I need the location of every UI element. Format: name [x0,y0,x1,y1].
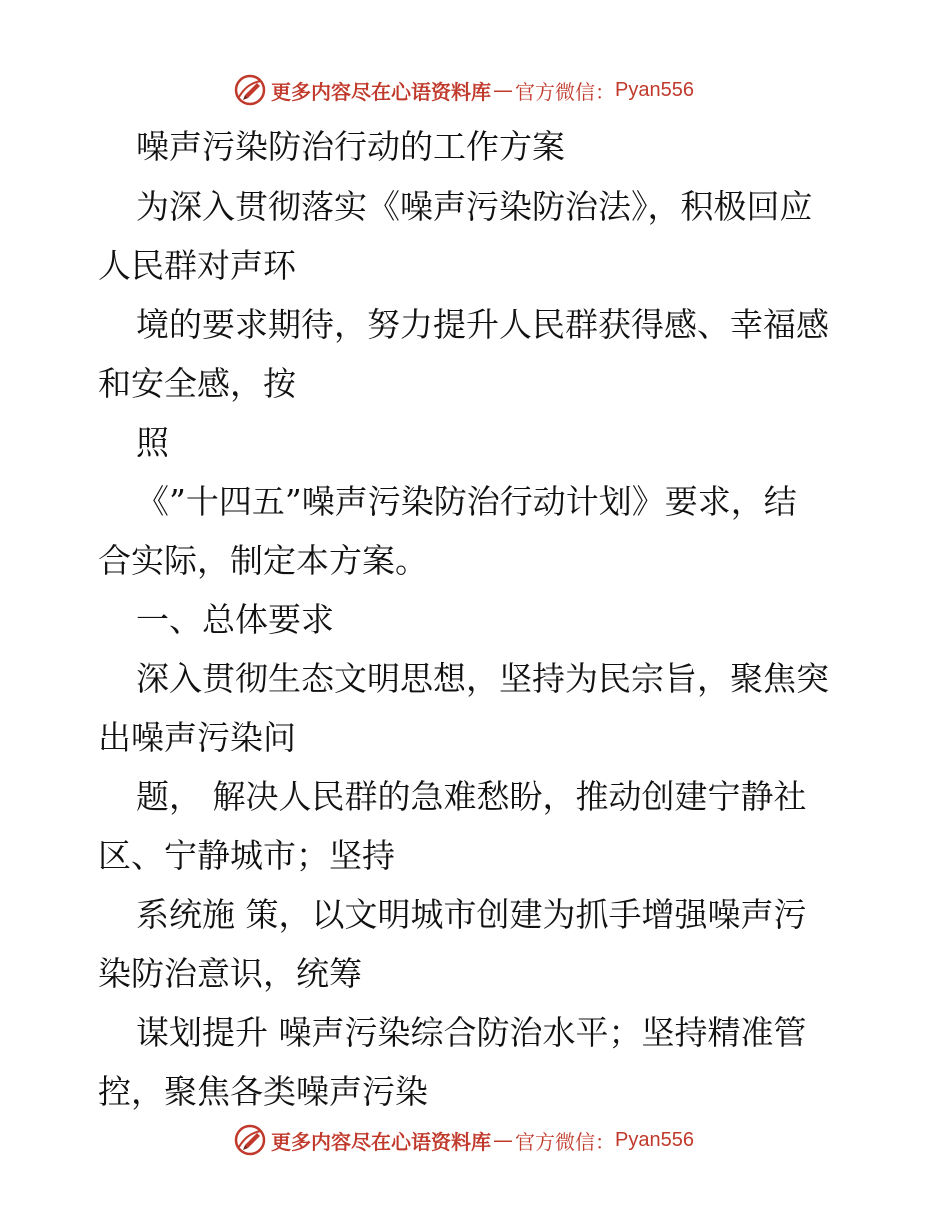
paragraph-line: 人民群对声环 [98,246,296,285]
paragraph-line: 题， 解决人民群的急难愁盼，推动创建宁静社 [136,777,807,816]
paragraph-line: 《”十四五”噪声污染防治行动计划》要求，结 [136,482,797,521]
banner-brand-text: 更多内容尽在心语资料库 [271,79,491,104]
banner-official-label: 官方微信： [515,79,615,104]
paragraph-line: 控，聚焦各类噪声污染 [98,1072,428,1111]
paragraph-line: 和安全感，按 [98,364,296,403]
pen-logo-icon [233,73,267,107]
paragraph-line: 出噪声污染问 [98,718,296,757]
paragraph-line: 照 [136,423,169,462]
paragraph-line: 染防治意识，统筹 [98,954,362,993]
section-heading: 一、总体要求 [136,600,334,639]
paragraph-line: 为深入贯彻落实《噪声污染防治法》，积极回应 [136,187,813,226]
paragraph-line: 深入贯彻生态文明思想，坚持为民宗旨，聚焦突 [136,659,829,698]
paragraph-line: 区、宁静城市；坚持 [98,836,395,875]
banner-dash: — [493,78,513,102]
pen-logo-icon [233,1123,267,1157]
banner-wechat-id: Pyan556 [615,1128,694,1151]
paragraph-line: 系统施 策，以文明城市创建为抓手增强噪声污 [136,895,807,934]
footer-banner [233,1122,713,1158]
paragraph-line: 境的要求期待，努力提升人民群获得感、幸福感 [136,305,829,344]
header-banner [233,72,713,108]
banner-official-label: 官方微信： [515,1129,615,1154]
paragraph-line: 合实际，制定本方案。 [98,541,428,580]
banner-dash: — [493,1128,513,1152]
paragraph-line: 谋划提升 噪声污染综合防治水平；坚持精准管 [136,1013,807,1052]
document-title: 噪声污染防治行动的工作方案 [136,127,565,166]
banner-brand-text: 更多内容尽在心语资料库 [271,1129,491,1154]
banner-wechat-id: Pyan556 [615,78,694,101]
